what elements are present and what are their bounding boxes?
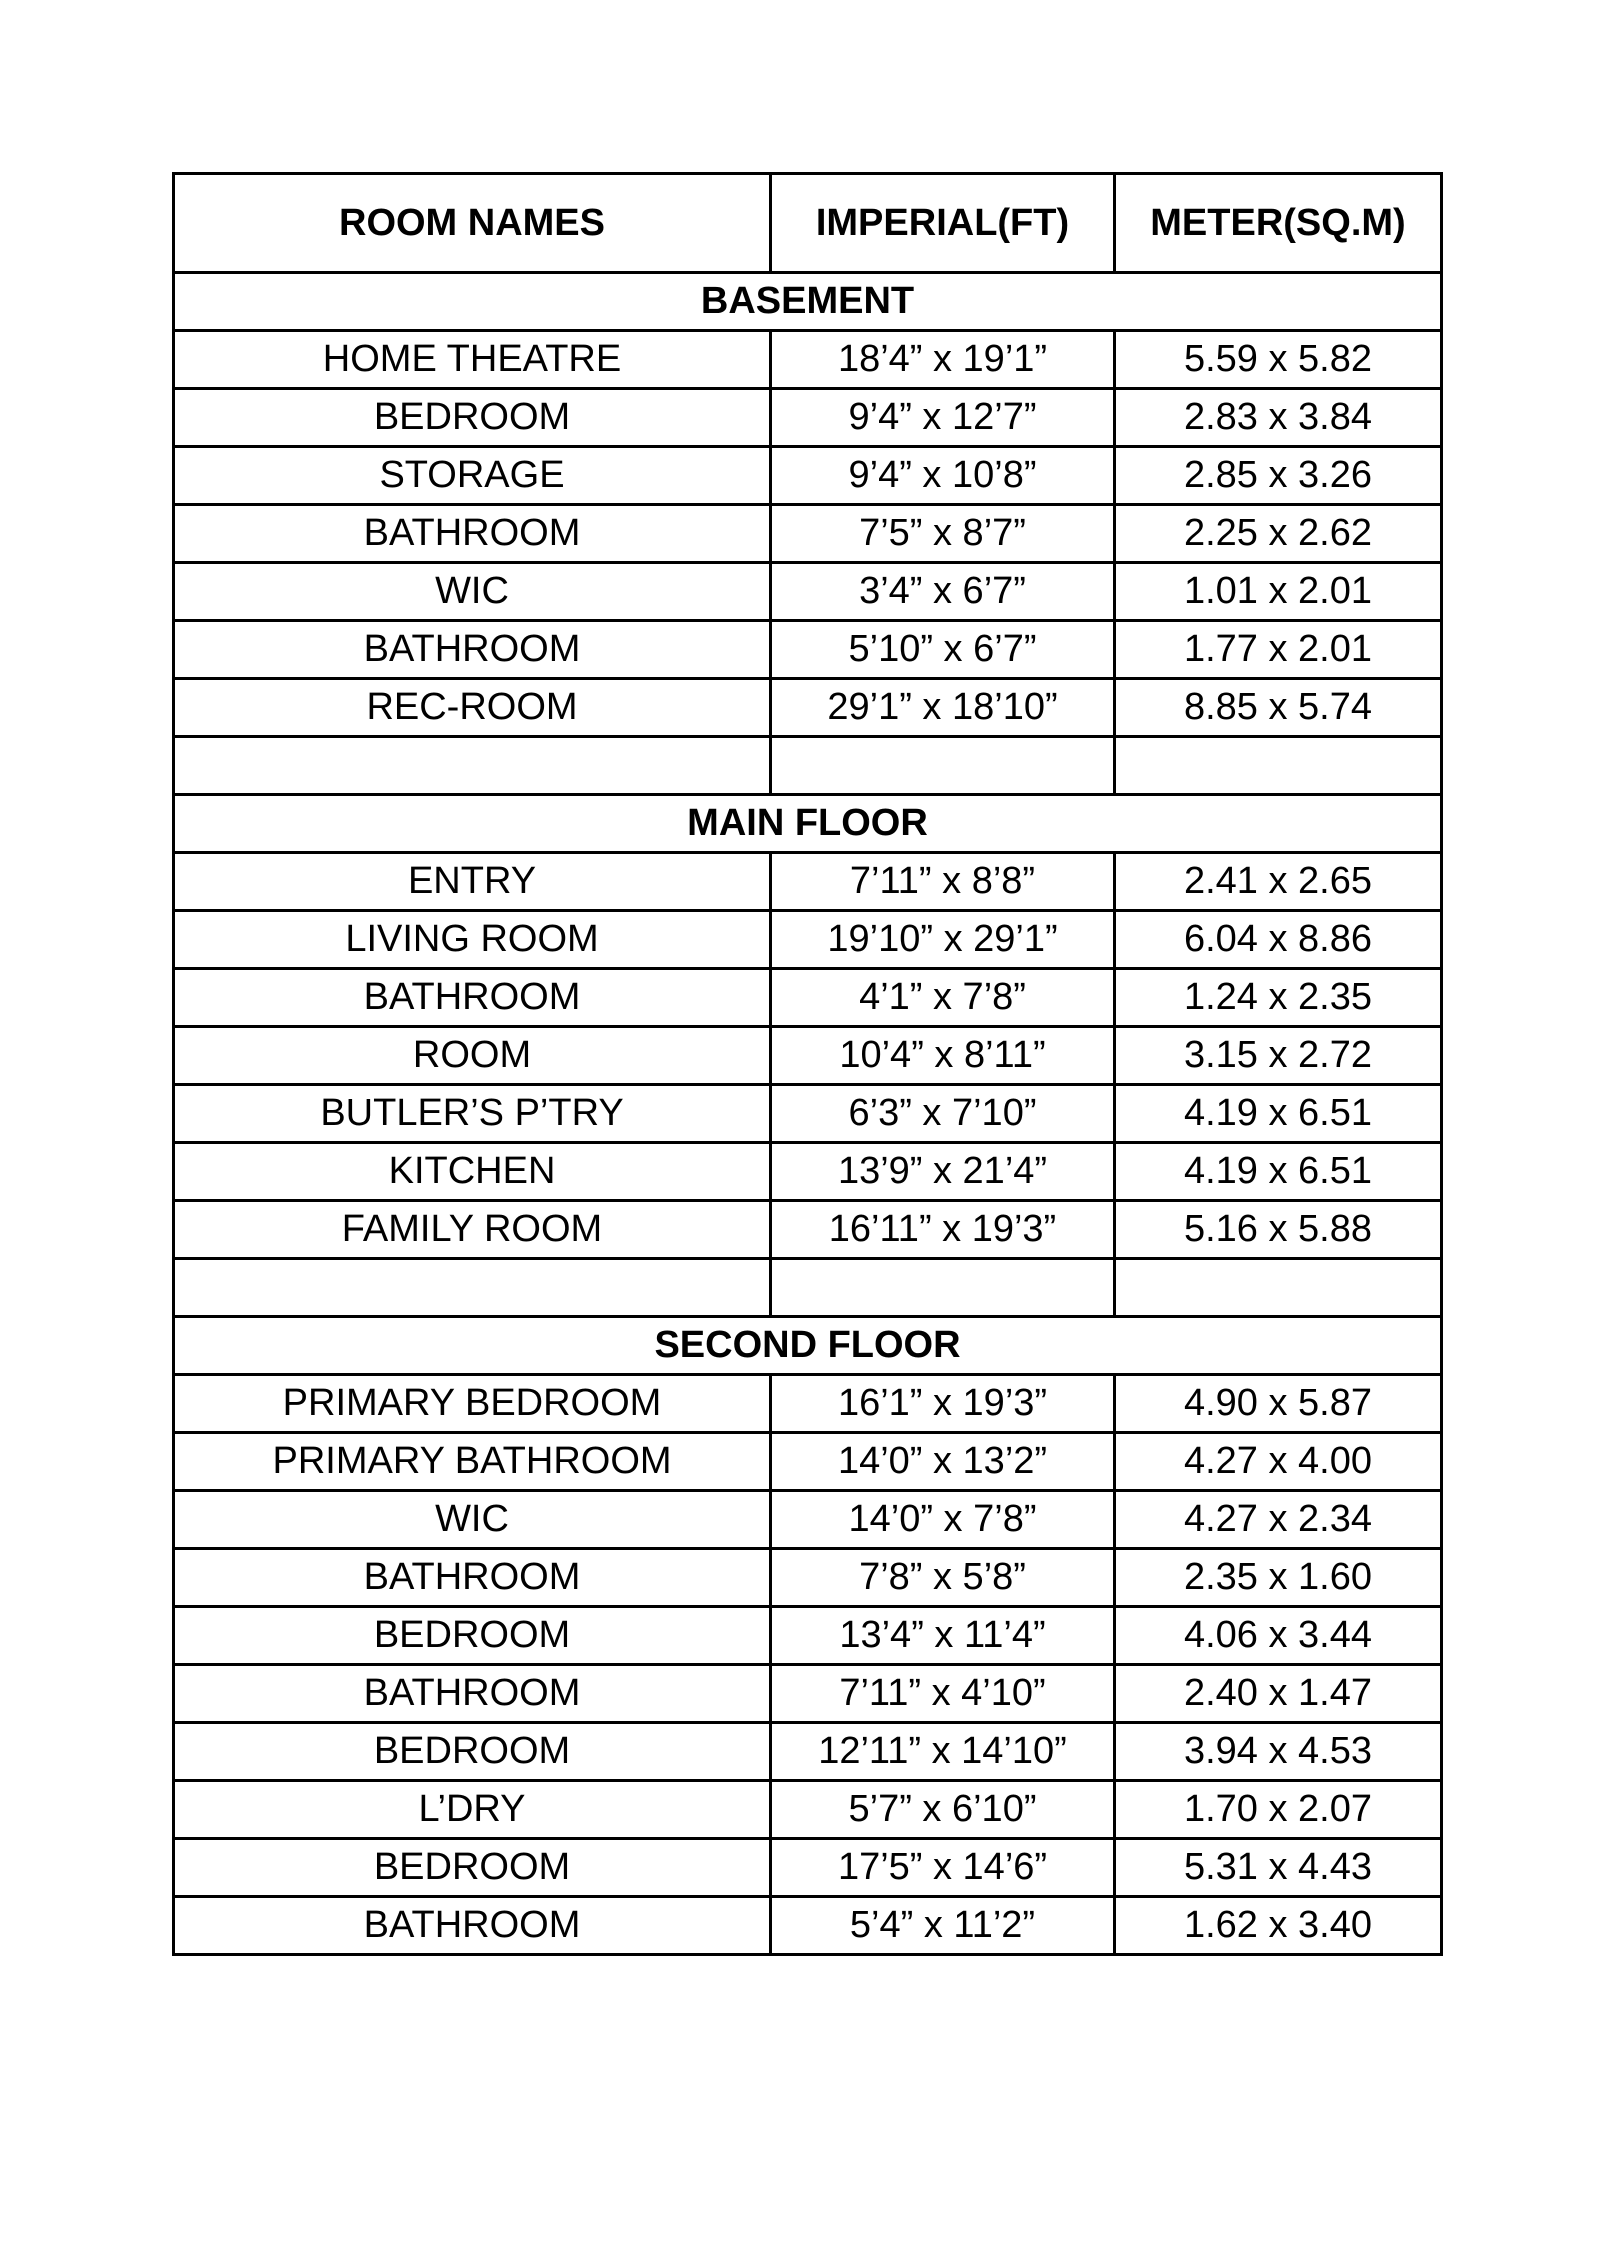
section-title: MAIN FLOOR [174,795,1442,853]
meter-cell: 4.19 x 6.51 [1115,1143,1442,1201]
imperial-cell: 5’7” x 6’10” [771,1781,1115,1839]
imperial-cell: 6’3” x 7’10” [771,1085,1115,1143]
room-name-cell: WIC [174,563,771,621]
room-name-cell: BATHROOM [174,969,771,1027]
imperial-cell: 13’4” x 11’4” [771,1607,1115,1665]
room-name-cell: BEDROOM [174,1723,771,1781]
table-row [174,853,1442,911]
room-name-cell: KITCHEN [174,1143,771,1201]
meter-cell: 4.27 x 2.34 [1115,1491,1442,1549]
meter-cell: 5.16 x 5.88 [1115,1201,1442,1259]
table-row [174,1201,1442,1259]
empty-cell [771,1259,1115,1317]
table-row [174,505,1442,563]
section-row [174,1317,1442,1375]
table-row [174,1897,1442,1955]
table-row [174,1491,1442,1549]
section-row [174,273,1442,331]
section-title: BASEMENT [174,273,1442,331]
empty-cell [771,737,1115,795]
table-row [174,1839,1442,1897]
meter-cell: 2.35 x 1.60 [1115,1549,1442,1607]
imperial-cell: 18’4” x 19’1” [771,331,1115,389]
room-name-cell: BEDROOM [174,1839,771,1897]
table-row [174,911,1442,969]
meter-cell: 2.83 x 3.84 [1115,389,1442,447]
room-name-cell: LIVING ROOM [174,911,771,969]
imperial-cell: 16’11” x 19’3” [771,1201,1115,1259]
section-title: SECOND FLOOR [174,1317,1442,1375]
meter-cell: 1.01 x 2.01 [1115,563,1442,621]
room-name-cell: BATHROOM [174,1549,771,1607]
room-name-cell: BUTLER’S P’TRY [174,1085,771,1143]
imperial-cell: 9’4” x 10’8” [771,447,1115,505]
table-row [174,1375,1442,1433]
meter-cell: 5.31 x 4.43 [1115,1839,1442,1897]
imperial-cell: 7’8” x 5’8” [771,1549,1115,1607]
header-room-names: ROOM NAMES [174,174,771,273]
imperial-cell: 3’4” x 6’7” [771,563,1115,621]
table-row [174,1665,1442,1723]
table-row [174,1607,1442,1665]
room-name-cell: BEDROOM [174,1607,771,1665]
table-row [174,1549,1442,1607]
room-name-cell: ROOM [174,1027,771,1085]
imperial-cell: 14’0” x 7’8” [771,1491,1115,1549]
table-row [174,621,1442,679]
table-row [174,679,1442,737]
room-name-cell: STORAGE [174,447,771,505]
room-name-cell: BATHROOM [174,505,771,563]
imperial-cell: 5’10” x 6’7” [771,621,1115,679]
room-name-cell: BATHROOM [174,1665,771,1723]
room-name-cell: PRIMARY BATHROOM [174,1433,771,1491]
meter-cell: 5.59 x 5.82 [1115,331,1442,389]
meter-cell: 1.62 x 3.40 [1115,1897,1442,1955]
meter-cell: 4.06 x 3.44 [1115,1607,1442,1665]
imperial-cell: 29’1” x 18’10” [771,679,1115,737]
room-name-cell: HOME THEATRE [174,331,771,389]
meter-cell: 8.85 x 5.74 [1115,679,1442,737]
empty-cell [174,1259,771,1317]
imperial-cell: 4’1” x 7’8” [771,969,1115,1027]
table-row [174,447,1442,505]
imperial-cell: 9’4” x 12’7” [771,389,1115,447]
table-row [174,1027,1442,1085]
room-dimensions-table [172,172,1443,1956]
table-row [174,1433,1442,1491]
room-name-cell: BEDROOM [174,389,771,447]
section-row [174,795,1442,853]
meter-cell: 2.85 x 3.26 [1115,447,1442,505]
header-row [174,174,1442,273]
imperial-cell: 17’5” x 14’6” [771,1839,1115,1897]
room-name-cell: WIC [174,1491,771,1549]
table-body [174,273,1442,1955]
imperial-cell: 12’11” x 14’10” [771,1723,1115,1781]
table-row [174,969,1442,1027]
imperial-cell: 7’5” x 8’7” [771,505,1115,563]
meter-cell: 2.41 x 2.65 [1115,853,1442,911]
table-row [174,389,1442,447]
header-imperial: IMPERIAL(FT) [771,174,1115,273]
meter-cell: 2.25 x 2.62 [1115,505,1442,563]
table-row [174,1143,1442,1201]
table-row [174,1723,1442,1781]
meter-cell: 1.24 x 2.35 [1115,969,1442,1027]
table-row [174,331,1442,389]
room-name-cell: BATHROOM [174,621,771,679]
imperial-cell: 19’10” x 29’1” [771,911,1115,969]
imperial-cell: 10’4” x 8’11” [771,1027,1115,1085]
meter-cell: 3.15 x 2.72 [1115,1027,1442,1085]
spacer-row [174,1259,1442,1317]
spacer-row [174,737,1442,795]
imperial-cell: 16’1” x 19’3” [771,1375,1115,1433]
meter-cell: 4.19 x 6.51 [1115,1085,1442,1143]
imperial-cell: 14’0” x 13’2” [771,1433,1115,1491]
room-name-cell: L’DRY [174,1781,771,1839]
empty-cell [1115,1259,1442,1317]
meter-cell: 3.94 x 4.53 [1115,1723,1442,1781]
meter-cell: 4.90 x 5.87 [1115,1375,1442,1433]
imperial-cell: 7’11” x 8’8” [771,853,1115,911]
imperial-cell: 7’11” x 4’10” [771,1665,1115,1723]
header-meter: METER(SQ.M) [1115,174,1442,273]
meter-cell: 4.27 x 4.00 [1115,1433,1442,1491]
room-name-cell: REC-ROOM [174,679,771,737]
room-name-cell: BATHROOM [174,1897,771,1955]
imperial-cell: 5’4” x 11’2” [771,1897,1115,1955]
room-name-cell: FAMILY ROOM [174,1201,771,1259]
meter-cell: 6.04 x 8.86 [1115,911,1442,969]
table-row [174,1781,1442,1839]
table-row [174,563,1442,621]
meter-cell: 1.70 x 2.07 [1115,1781,1442,1839]
empty-cell [1115,737,1442,795]
empty-cell [174,737,771,795]
meter-cell: 2.40 x 1.47 [1115,1665,1442,1723]
room-name-cell: ENTRY [174,853,771,911]
imperial-cell: 13’9” x 21’4” [771,1143,1115,1201]
meter-cell: 1.77 x 2.01 [1115,621,1442,679]
room-name-cell: PRIMARY BEDROOM [174,1375,771,1433]
table-row [174,1085,1442,1143]
